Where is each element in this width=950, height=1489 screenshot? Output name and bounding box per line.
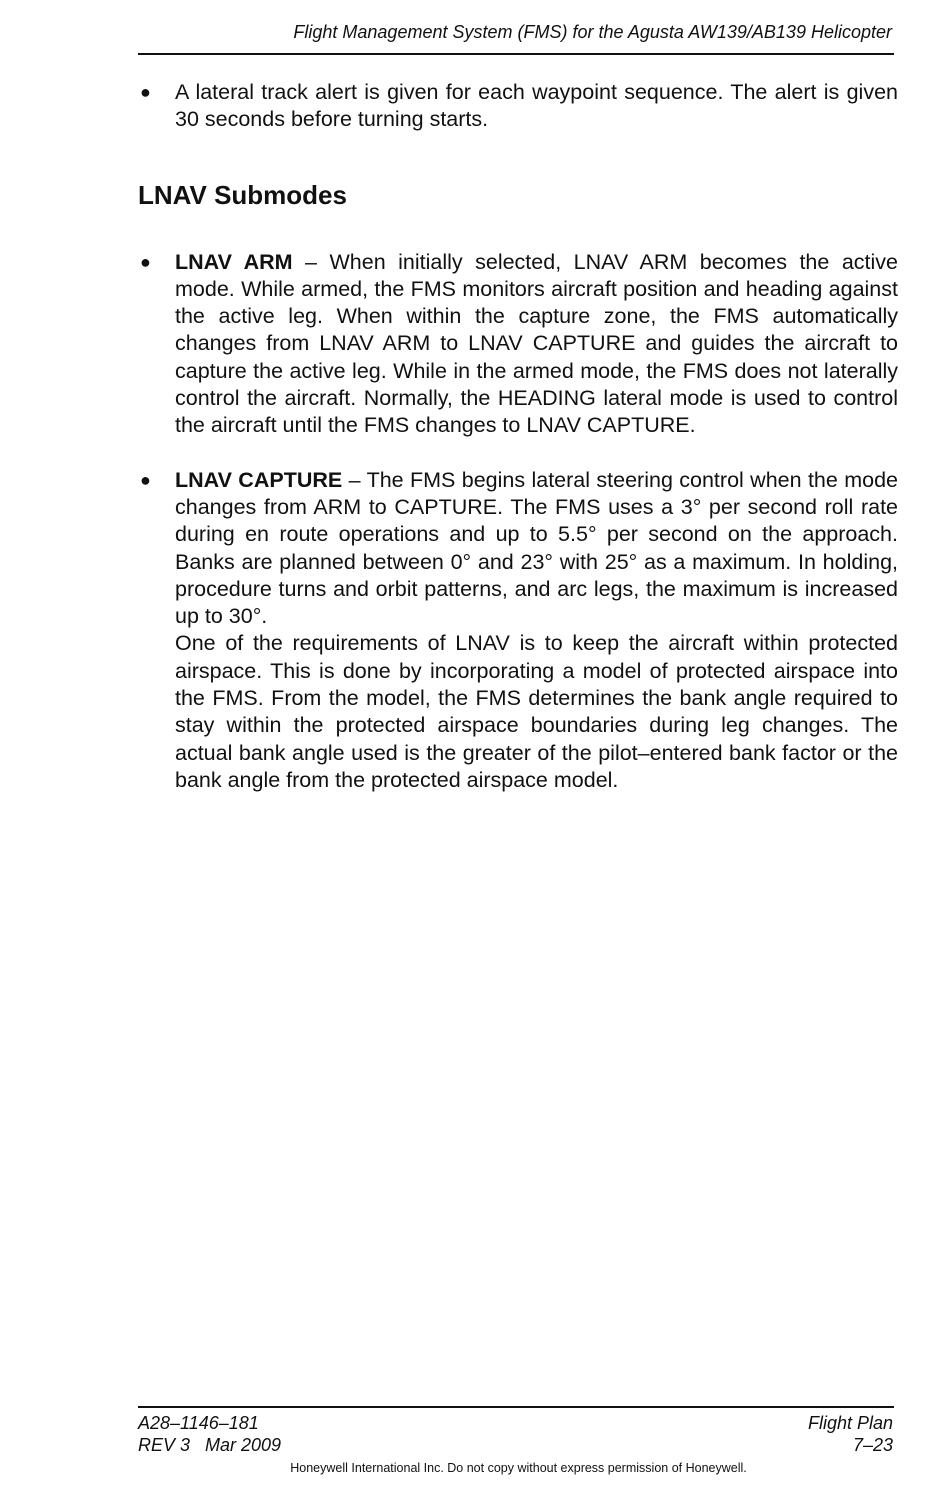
header-rule (138, 53, 894, 55)
revision-date: REV 3 Mar 2009 (138, 1435, 282, 1455)
followup-paragraph: One of the requirements of LNAV is to keep the aircraft within protected airspace. This is done by incorporating a model of protected airspace into the FMS. From the model, the FMS determines the bank angle required to stay within the protected airspace boundaries during leg changes. The actual bank angle used is the greater of the pilot–entered bank factor or the bank angle from the protected airspace model. (175, 631, 898, 792)
page-body (138, 79, 898, 794)
bullet-dot-icon: ● (140, 469, 151, 490)
footer-left (138, 1412, 281, 1456)
bullet-term: LNAV ARM (175, 249, 293, 274)
bullet-dot-icon: ● (140, 82, 151, 102)
copyright-notice: Honeywell International Inc. Do not copy without express permission of Honeywell. (290, 1461, 747, 1475)
bullet-paragraph (175, 467, 898, 631)
footer-rule (138, 1406, 894, 1408)
bullet-text: When initially selected, LNAV ARM becomes the active mode. While armed, the FMS monitors aircraft position and heading against the active leg. When within the capture zone, the FMS automatically changes from LNAV ARM to LNAV CAPTURE and guides the aircraft to capture the active leg. While in the armed mode, the FMS does not laterally control the aircraft. Normally, the HEADING lateral mode is used to control the aircraft until the FMS changes to LNAV CAPTURE. (175, 249, 898, 438)
chapter-title: Flight Plan (807, 1413, 893, 1433)
doc-number: A28–1146–181 (138, 1413, 259, 1433)
bullet-text: The FMS begins lateral steering control when the mode changes from ARM to CAPTURE. The FMS uses a 3° per second roll rate during en route operations and up to 5.5° per second on the approach. Banks are planned between 0° and 23° with 25° as a maximum. In holding, procedure turns and orbit patterns, and arc legs, the maximum is increased up to 30°. (175, 467, 898, 629)
bullet-paragraph (175, 249, 898, 440)
section-heading: LNAV Submodes (138, 179, 347, 210)
bullet-item-lnav-arm (138, 249, 898, 440)
running-header-title: Flight Management System (FMS) for the Agusta AW139/AB139 Helicopter (293, 22, 892, 42)
intro-bullet-item (138, 79, 898, 134)
footer-right (808, 1412, 893, 1456)
term-separator: – (342, 467, 367, 492)
term-separator: – (292, 249, 330, 274)
bullet-item-lnav-capture (138, 467, 898, 631)
page-number: 7–23 (852, 1435, 893, 1455)
bullet-dot-icon: ● (140, 251, 151, 272)
intro-bullet-text: A lateral track alert is given for each waypoint sequence. The alert is given 30 seconds before turning starts. (175, 80, 898, 132)
bullet-term: LNAV CAPTURE (175, 467, 343, 492)
